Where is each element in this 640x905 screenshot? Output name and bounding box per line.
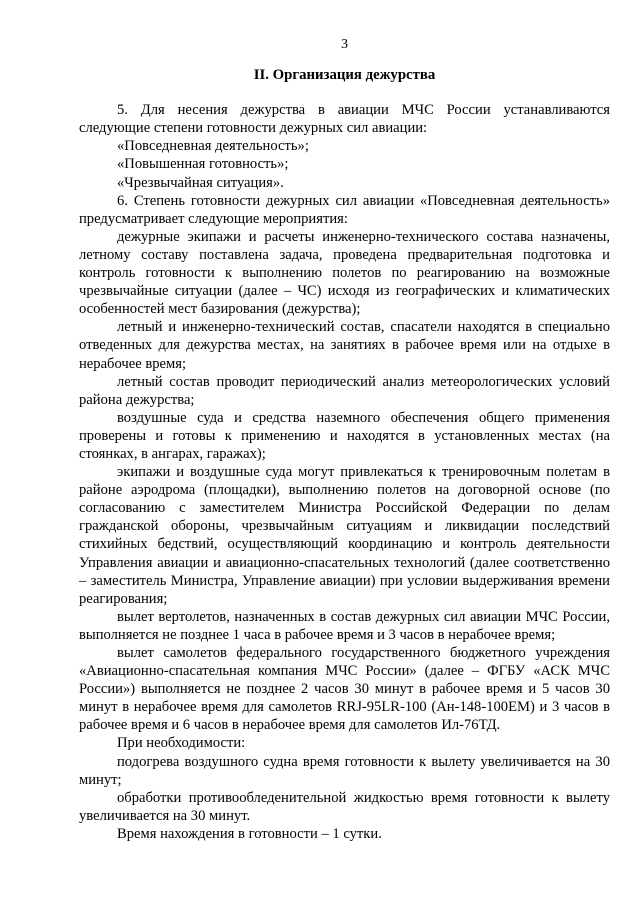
list-item-elevated: «Повышенная готовность»; xyxy=(117,156,289,173)
list-item-helicopter-departure: вылет вертолетов, назначенных в состав дежурных сил авиации МЧС России, выполняется не позднее 1 часа в рабочее время и 3 часов в нерабочее время; xyxy=(79,608,610,643)
list-item-staff-location: летный и инженерно-технический состав, спасатели находятся в специально отведенных для дежурства местах, на занятиях в рабочее время или на отдыхе в нерабочее время; xyxy=(79,319,610,372)
list-item-everyday: «Повседневная деятельность»; xyxy=(117,138,309,155)
paragraph-5: 5. Для несения дежурства в авиации МЧС России устанавливаются следующие степени готовности дежурных сил авиации: xyxy=(79,102,610,137)
list-item-airplane-departure: вылет самолетов федерального государственного бюджетного учреждения «Авиационно-спасательная компания МЧС России» (далее – ФГБУ «АСК МЧС России») выполняется не позднее 2 часов 30 минут в рабочее время и 5 часов 30 минут в нерабочее время для самолетов RRJ-95LR-100 (Ан-148-100ЕМ) и 3 часов в рабочее время и 6 часов в нерабочее время для самолетов Ил-76ТД. xyxy=(79,645,610,734)
list-item-weather-analysis: летный состав проводит периодический анализ метеорологических условий района дежурства; xyxy=(79,373,610,408)
readiness-duration: Время нахождения в готовности – 1 сутки. xyxy=(117,825,382,842)
list-item-heating: подогрева воздушного судна время готовности к вылету увеличивается на 30 минут; xyxy=(79,753,610,788)
if-necessary-heading: При необходимости: xyxy=(117,735,246,752)
list-item-crews-assigned: дежурные экипажи и расчеты инженерно-технического состава назначены, летному составу поставлена задача, проведена предварительная подготовка и контроль готовности к выполнению полетов по реагированию на возможные чрезвычайные ситуации (далее – ЧС) исходя из географических и климатических особенностей мест базирования (дежурства); xyxy=(79,228,610,318)
paragraph-6: 6. Степень готовности дежурных сил авиации «Повседневная деятельность» предусматривает следующие мероприятия: xyxy=(79,192,610,227)
list-item-aircraft-ready: воздушные суда и средства наземного обеспечения общего применения проверены и готовы к применению и находятся в установленных местах (на стоянках, в ангарах, гаражах); xyxy=(79,409,610,462)
list-item-emergency: «Чрезвычайная ситуация». xyxy=(117,174,284,191)
section-title: II. Организация дежурства xyxy=(253,67,436,84)
page-number: 3 xyxy=(341,37,348,52)
list-item-training-flights: экипажи и воздушные суда могут привлекаться к тренировочным полетам в районе аэродрома (площадки), выполнению полетов на договорной основе (по согласованию с заместителем Министра Российской Федерации по делам гражданской обороны, чрезвычайным ситуациям и ликвидации последствий стихийных бедствий, осуществляющий координацию и контроль деятельности Управления авиации и авиационно-спасательных технологий (далее соответственно – заместитель Министра, Управление авиации) при условии выдерживания времени реагирования; xyxy=(79,464,610,607)
list-item-deicing: обработки противообледенительной жидкостью время готовности к вылету увеличивается на 30 минут. xyxy=(79,789,610,824)
